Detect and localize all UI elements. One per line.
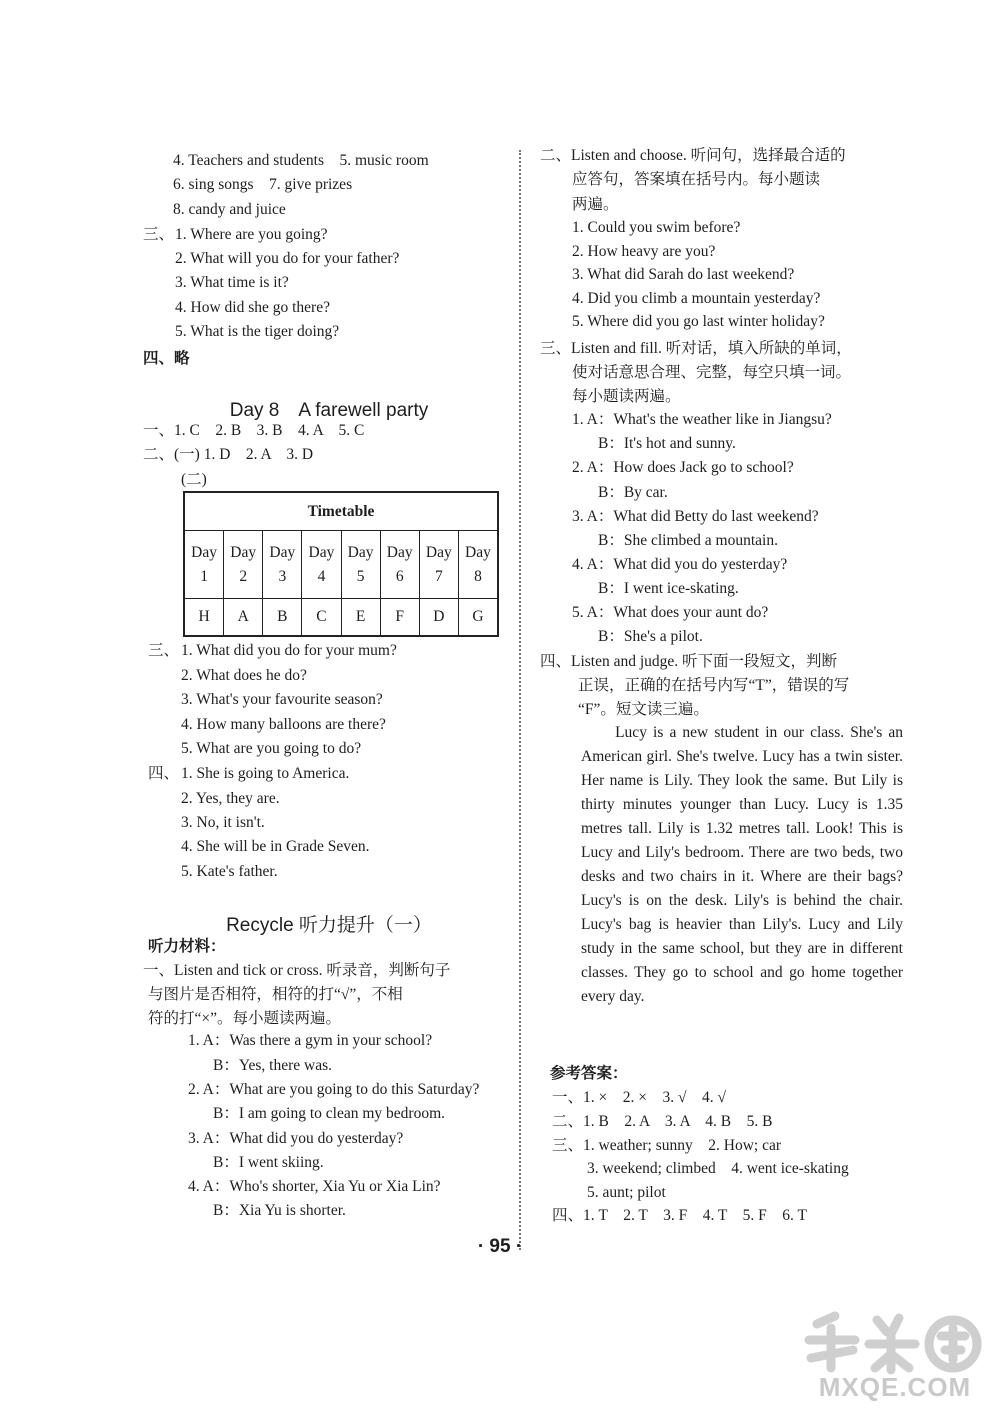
timetable-day-cell [185, 531, 224, 598]
timetable-day-cell [263, 531, 302, 598]
timetable-day-cell [224, 531, 263, 598]
instruction-line: 符的打“×”。每小题读两遍。 [148, 1010, 342, 1027]
answer-line: 4. Teachers and students 5. music room [173, 152, 429, 169]
instruction-line: 与图片是否相符，相符的打“√”，不相 [148, 986, 403, 1003]
question-line: 2. How heavy are you? [572, 243, 716, 260]
dialogue-line: 2. A：What are you going to do this Saturday? [188, 1081, 480, 1098]
dialogue-line: 3. A：What did Betty do last weekend? [572, 508, 819, 525]
answer-line: 4. How many balloons are there? [181, 716, 386, 733]
timetable-day-cell [381, 531, 420, 598]
timetable-day-cell [459, 531, 497, 598]
day-word: Day [269, 544, 296, 561]
instruction-line: “F”。短文读三遍。 [578, 701, 709, 718]
section-four-note: 四、略 [143, 350, 190, 367]
answer-line: 一、1. × 2. × 3. √ 4. √ [552, 1089, 726, 1106]
timetable-letter-cell: D [420, 599, 459, 635]
timetable-letter-cell: B [263, 599, 302, 635]
question-line: 3. What did Sarah do last weekend? [572, 266, 795, 283]
answer-line: 1. What did you do for your mum? [181, 642, 397, 659]
day-number: 5 [356, 568, 365, 585]
dialogue-line: 5. A：What does your aunt do? [572, 604, 769, 621]
answer-line: 3. weekend; climbed 4. went ice-skating [587, 1160, 849, 1177]
timetable-day-cell [302, 531, 341, 598]
answer-line: 四、1. T 2. T 3. F 4. T 5. F 6. T [552, 1207, 807, 1224]
instruction-line: 每小题读两遍。 [572, 388, 681, 405]
dialogue-line: B：I went ice-skating. [598, 580, 739, 597]
instruction-line: 使对话意思合理、完整，每空只填一词。 [572, 364, 852, 381]
answer-line: 2. What does he do? [181, 667, 307, 684]
day-number: 6 [395, 568, 404, 585]
dialogue-line: B：Xia Yu is shorter. [213, 1202, 346, 1219]
recycle-title: Recycle 听力提升（一） [226, 915, 432, 936]
timetable-day-cell [420, 531, 459, 598]
timetable-letter-cell: F [381, 599, 420, 635]
answer-line: 2. Yes, they are. [181, 790, 280, 807]
day-word: Day [465, 544, 491, 561]
timetable-letter-cell: G [472, 608, 484, 625]
day8-title: Day 8 A farewell party [229, 400, 429, 421]
answers-label: 参考答案： [550, 1065, 628, 1082]
day-number: 3 [278, 568, 287, 585]
day-word: Day [230, 544, 257, 561]
section-label: 三、 [148, 642, 180, 659]
answer-line: 2. What will you do for your father? [175, 250, 400, 267]
answer-line: 4. She will be in Grade Seven. [181, 838, 370, 855]
answer-line: 3. What time is it? [175, 274, 289, 291]
answer-line: 5. What is the tiger doing? [175, 323, 340, 340]
day-number: 2 [239, 568, 248, 585]
watermark [795, 1310, 995, 1410]
dialogue-line: 1. A：What's the weather like in Jiangsu? [572, 411, 832, 428]
question-line: 5. Where did you go last winter holiday? [572, 313, 825, 330]
dialogue-line: B：By car. [598, 484, 668, 501]
section-label: 四、 [148, 765, 180, 782]
answer-line: 一、1. C 2. B 3. B 4. A 5. C [143, 422, 365, 439]
answer-line: 8. candy and juice [173, 201, 286, 218]
day-number: 4 [317, 568, 326, 585]
day-number: 1 [200, 568, 208, 585]
answer-logo-icon [795, 1310, 995, 1376]
dialogue-line: B：Yes, there was. [213, 1057, 332, 1074]
answer-line: 5. Kate's father. [181, 863, 278, 880]
instruction-line: 正误，正确的在括号内写“T”，错误的写 [578, 677, 850, 694]
instruction-line: 二、Listen and choose. 听问句，选择最合适的 [540, 147, 846, 164]
question-line: 1. Could you swim before? [572, 219, 741, 236]
instruction-line: 三、Listen and fill. 听对话，填入所缺的单词， [540, 340, 852, 357]
dialogue-line: 1. A：Was there a gym in your school? [188, 1032, 433, 1049]
watermark-text: MXQE.COM [818, 1372, 972, 1402]
dialogue-line: 4. A：What did you do yesterday? [572, 556, 788, 573]
timetable [183, 491, 499, 637]
answer-line: 3. What's your favourite season? [181, 691, 383, 708]
dialogue-line: 4. A：Who's shorter, Xia Yu or Xia Lin? [188, 1178, 441, 1195]
timetable-day-cell [342, 531, 381, 598]
answer-line: 6. sing songs 7. give prizes [173, 176, 353, 193]
timetable-letter-cell: H [185, 599, 224, 635]
answer-line: 二、1. B 2. A 3. A 4. B 5. B [552, 1113, 773, 1130]
instruction-line: 四、Listen and judge. 听下面一段短文，判断 [540, 653, 838, 670]
answer-line: 1. Where are you going? [175, 226, 328, 243]
timetable-letters-row [185, 599, 497, 635]
answer-line: 三、1. weather; sunny 2. How; car [552, 1137, 782, 1154]
subsection-label: (二) [181, 471, 207, 488]
listening-passage [581, 721, 903, 1009]
dialogue-line: 3. A：What did you do yesterday? [188, 1130, 404, 1147]
answer-line: 5. What are you going to do? [181, 740, 362, 757]
listening-material-label: 听力材料： [148, 938, 226, 955]
timetable-title: Timetable [185, 493, 497, 531]
day-word: Day [308, 544, 335, 561]
dialogue-line: B：I am going to clean my bedroom. [213, 1105, 446, 1122]
timetable-days-row [185, 531, 497, 599]
day-word: Day [191, 544, 217, 561]
question-line: 4. Did you climb a mountain yesterday? [572, 290, 821, 307]
instruction-line: 两遍。 [572, 196, 619, 213]
day-number: 7 [434, 568, 443, 585]
day-word: Day [386, 544, 413, 561]
timetable-letter-cell: E [342, 599, 381, 635]
section-label: 三、 [143, 226, 175, 243]
answer-line: 4. How did she go there? [175, 299, 330, 316]
instruction-line: 应答句，答案填在括号内。每小题读 [572, 171, 821, 188]
timetable-letter-cell: C [302, 599, 341, 635]
dialogue-line: 2. A：How does Jack go to school? [572, 459, 794, 476]
answer-line: 3. No, it isn't. [181, 814, 265, 831]
column-divider [519, 150, 521, 1250]
dialogue-line: B：She climbed a mountain. [598, 532, 778, 549]
day-word: Day [425, 544, 452, 561]
dialogue-line: B：It's hot and sunny. [598, 435, 736, 452]
answer-line: 5. aunt; pilot [587, 1184, 666, 1201]
page-number: · 95 · [477, 1236, 523, 1257]
day-number: 8 [474, 568, 482, 585]
answer-line: 二、(一) 1. D 2. A 3. D [143, 446, 314, 463]
passage-text: Lucy is a new student in our class. She's an American girl. She's twelve. Lucy has a twin sister. Her name is Lily. They look the same. But Lily is thirty minutes younger than Lucy. Lucy is 1.35 metres tall. Lily is 1.32 metres tall. Look! This is Lucy and Lily's bedroom. There are two beds, two desks and two chairs in it. Where are their bags? Lucy's is on the desk. Lily's is behind the chair. Lucy's bag is heavier than Lily's. Lucy and Lily study in the same school, but they are in different classes. They go to school and go home together every day. [581, 724, 903, 1005]
answer-line: 1. She is going to America. [181, 765, 350, 782]
dialogue-line: B：She's a pilot. [598, 628, 703, 645]
instruction-line: 一、Listen and tick or cross. 听录音，判断句子 [143, 962, 451, 979]
dialogue-line: B：I went skiing. [213, 1154, 324, 1171]
timetable-letter-cell: A [224, 599, 263, 635]
day-word: Day [347, 544, 374, 561]
